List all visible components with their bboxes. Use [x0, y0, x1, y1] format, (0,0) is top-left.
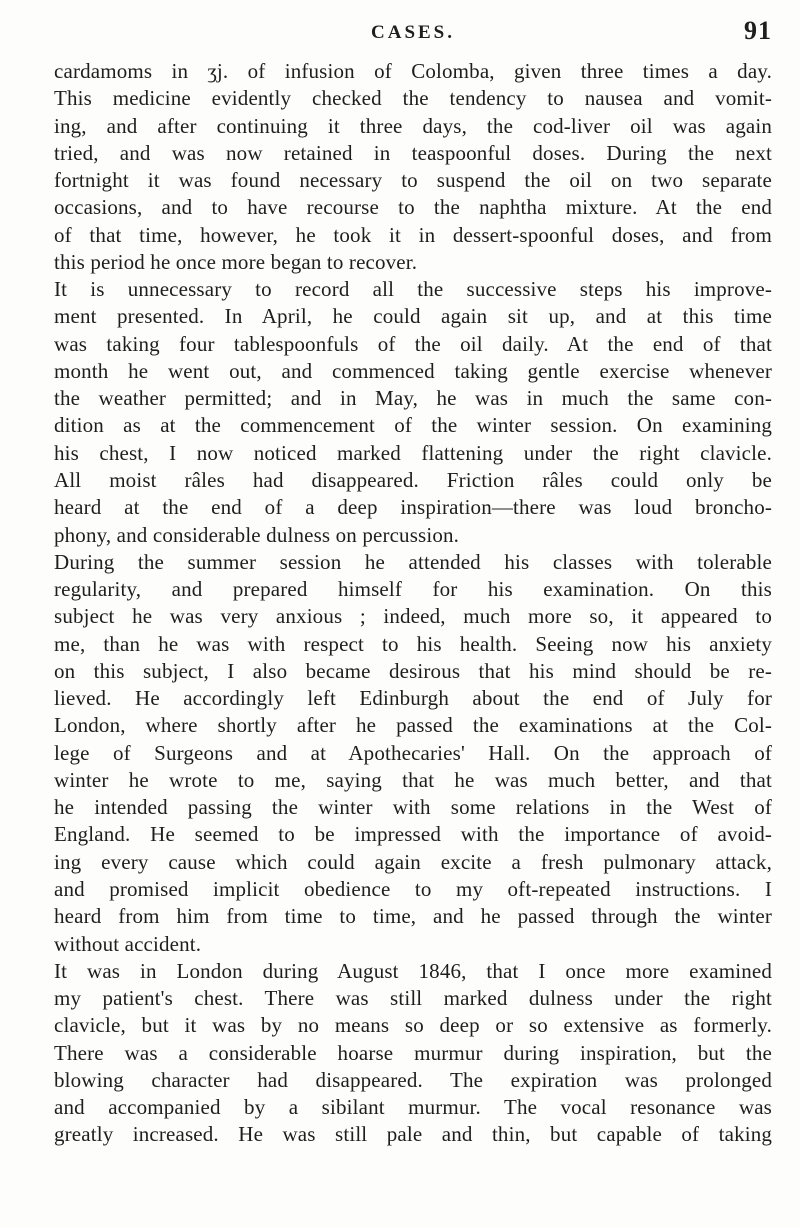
text-line: All moist râles had disappeared. Friction râles could only be: [54, 467, 772, 492]
text-line: regularity, and prepared himself for his examination. On this: [54, 577, 772, 602]
running-head: [54, 14, 772, 44]
text-line: fortnight it was found necessary to suspend the oil on two separate: [54, 168, 772, 193]
text-line: the weather permitted; and in May, he was in much the same con-: [54, 386, 772, 411]
text-line: lege of Surgeons and at Apothecaries' Hall. On the approach of: [54, 740, 772, 765]
text-line: blowing character had disappeared. The expiration was prolonged: [54, 1067, 772, 1092]
text-line: cardamoms in ʒj. of infusion of Colomba, given three times a day.: [54, 59, 772, 83]
text-line: It is unnecessary to record all the successive steps his improve-: [54, 277, 772, 302]
text-line: month he went out, and commenced taking gentle exercise whenever: [54, 358, 772, 383]
running-title: CASES.: [371, 22, 455, 43]
text-line: winter he wrote to me, saying that he was much better, and that: [54, 767, 772, 792]
text-line: without accident.: [54, 931, 202, 956]
text-line: tried, and was now retained in teaspoonful doses. During the next: [54, 140, 772, 165]
text-line: London, where shortly after he passed the examinations at the Col-: [54, 713, 772, 738]
text-line: It was in London during August 1846, that I once more examined: [54, 958, 772, 983]
body-text: [54, 58, 772, 1149]
text-line: ment presented. In April, he could again sit up, and at this time: [54, 304, 772, 329]
text-line: During the summer session he attended his classes with tolerable: [54, 549, 772, 574]
text-line: my patient's chest. There was still marked dulness under the right: [54, 986, 772, 1011]
text-line: and accompanied by a sibilant murmur. The vocal resonance was: [54, 1095, 772, 1120]
text-line: of that time, however, he took it in dessert-spoonful doses, and from: [54, 222, 772, 247]
text-line: England. He seemed to be impressed with the importance of avoid-: [54, 822, 772, 847]
text-line: ing every cause which could again excite a fresh pulmonary attack,: [54, 849, 772, 874]
page-number: 91: [744, 16, 772, 45]
text-line: phony, and considerable dulness on percussion.: [54, 522, 460, 547]
text-line: heard from him from time to time, and he passed through the winter: [54, 904, 772, 929]
text-line: his chest, I now noticed marked flattening under the right clavicle.: [54, 440, 772, 465]
text-line: was taking four tablespoonfuls of the oil daily. At the end of that: [54, 331, 772, 356]
text-line: There was a considerable hoarse murmur during inspiration, but the: [54, 1040, 772, 1065]
text-line: he intended passing the winter with some relations in the West of: [54, 795, 772, 820]
text-line: on this subject, I also became desirous that his mind should be re-: [54, 658, 772, 683]
text-line: heard at the end of a deep inspiration—there was loud broncho-: [54, 495, 772, 520]
text-line: greatly increased. He was still pale and thin, but capable of taking: [54, 1122, 772, 1147]
text-line: me, than he was with respect to his health. Seeing now his anxiety: [54, 631, 772, 656]
text-line: dition as at the commencement of the winter session. On examining: [54, 413, 772, 438]
text-line: subject he was very anxious ; indeed, much more so, it appeared to: [54, 604, 772, 629]
text-line: occasions, and to have recourse to the naphtha mixture. At the end: [54, 195, 772, 220]
text-line: lieved. He accordingly left Edinburgh about the end of July for: [54, 686, 772, 711]
text-line: ing, and after continuing it three days, the cod-liver oil was again: [54, 113, 772, 138]
text-line: and promised implicit obedience to my oft-repeated instructions. I: [54, 876, 772, 901]
text-line: this period he once more began to recover.: [54, 249, 418, 274]
text-line: clavicle, but it was by no means so deep or so extensive as formerly.: [54, 1013, 772, 1038]
text-line: This medicine evidently checked the tendency to nausea and vomit-: [54, 86, 772, 111]
